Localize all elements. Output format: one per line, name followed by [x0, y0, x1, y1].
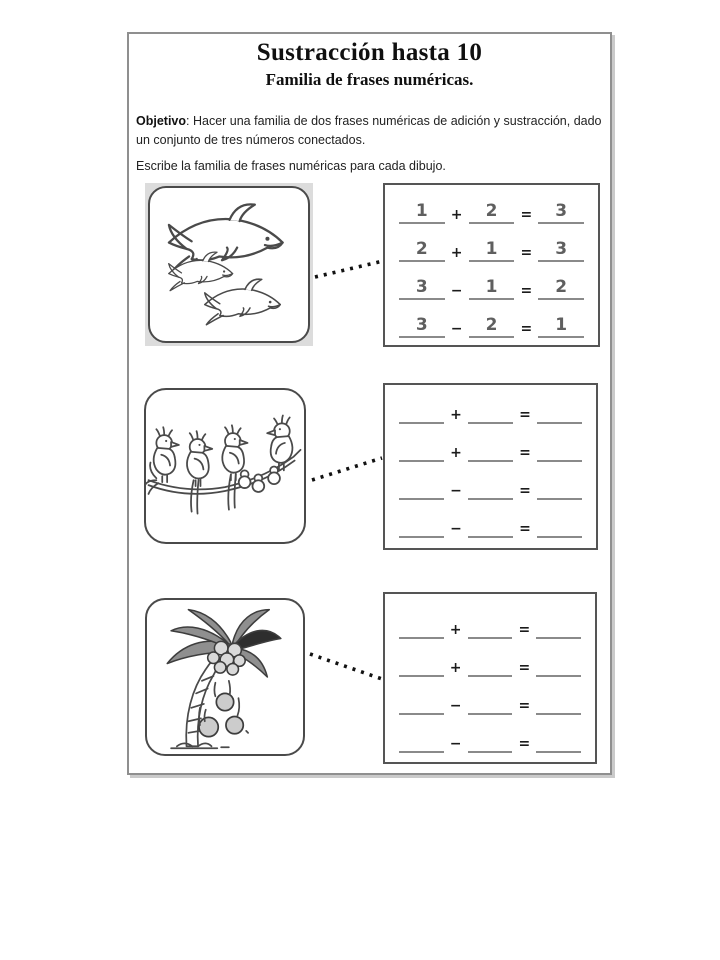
equals-sign: = [520, 283, 533, 299]
worksheet-title: Sustracción hasta 10 [256, 39, 483, 66]
equation-line [399, 462, 582, 500]
plus-operator: + [450, 207, 463, 223]
answer-blank-a: 3 [399, 279, 445, 300]
equals-sign: = [519, 445, 531, 461]
objective-label: Objetivo [136, 114, 187, 128]
instruction-text: Escribe la familia de frases numéricas para cada dibujo. [136, 159, 446, 173]
equals-sign: = [518, 622, 531, 638]
equation-line [399, 639, 581, 677]
minus-operator: − [450, 483, 462, 499]
picture-box-dolphins [148, 186, 310, 343]
worksheet-frame [127, 32, 612, 775]
equals-sign: = [520, 207, 533, 223]
worksheet-subtitle: Familia de frases numéricas. [265, 70, 474, 89]
plus-operator: + [450, 445, 462, 461]
palm-tree-drawing [147, 600, 303, 754]
equals-sign: = [520, 321, 533, 337]
equation-line [399, 224, 584, 262]
plus-operator: + [449, 660, 462, 676]
equation-line [399, 677, 581, 715]
answer-blank-a: 2 [399, 241, 445, 262]
equals-sign: = [519, 483, 531, 499]
answer-blank-b: 2 [469, 203, 515, 224]
equals-sign: = [518, 660, 531, 676]
equation-line [399, 715, 581, 753]
dotted-connector-line [310, 452, 384, 482]
picture-box-palm-tree [145, 598, 305, 756]
minus-operator: − [450, 321, 463, 337]
answer-blank-b: 1 [469, 241, 515, 262]
equation-line [399, 186, 584, 224]
equals-sign: = [519, 521, 531, 537]
answer-blank-c: 1 [538, 317, 584, 338]
picture-box-birds [144, 388, 306, 544]
minus-operator: − [450, 283, 463, 299]
equation-line [399, 500, 582, 538]
answer-blank-a: 1 [399, 203, 445, 224]
dotted-connector-line [308, 650, 384, 683]
answer-blank-c: 3 [538, 241, 584, 262]
dolphins-drawing [150, 188, 308, 341]
answer-blank-c [536, 749, 581, 753]
equation-box-palm-tree [383, 592, 597, 764]
answer-blank-c: 2 [538, 279, 584, 300]
answer-blank-a: 3 [399, 317, 445, 338]
answer-blank-b: 2 [469, 317, 515, 338]
answer-blank-c [537, 534, 582, 538]
equation-box-birds [383, 383, 598, 550]
answer-blank-b: 1 [469, 279, 515, 300]
equals-sign: = [518, 698, 531, 714]
plus-operator: + [450, 245, 463, 261]
equation-box-dolphins [383, 183, 600, 347]
equation-line [399, 424, 582, 462]
answer-blank-b [468, 749, 513, 753]
birds-on-branch-drawing [146, 390, 304, 542]
answer-blank-a [399, 749, 444, 753]
dotted-connector-line [313, 256, 385, 282]
answer-blank-b [468, 534, 513, 538]
equals-sign: = [518, 736, 531, 752]
equation-line [399, 262, 584, 300]
equals-sign: = [519, 407, 531, 423]
minus-operator: − [449, 698, 462, 714]
objective-paragraph [136, 112, 614, 150]
minus-operator: − [450, 521, 462, 537]
minus-operator: − [449, 736, 462, 752]
answer-blank-a [399, 534, 444, 538]
plus-operator: + [450, 407, 462, 423]
answer-blank-c: 3 [538, 203, 584, 224]
equation-line [399, 386, 582, 424]
objective-text: : Hacer una familia de dos frases numéricas de adición y sustracción, dado un conjunto de tres números conectados. [136, 114, 602, 147]
equation-line [399, 300, 584, 338]
plus-operator: + [449, 622, 462, 638]
equation-line [399, 601, 581, 639]
equals-sign: = [520, 245, 533, 261]
